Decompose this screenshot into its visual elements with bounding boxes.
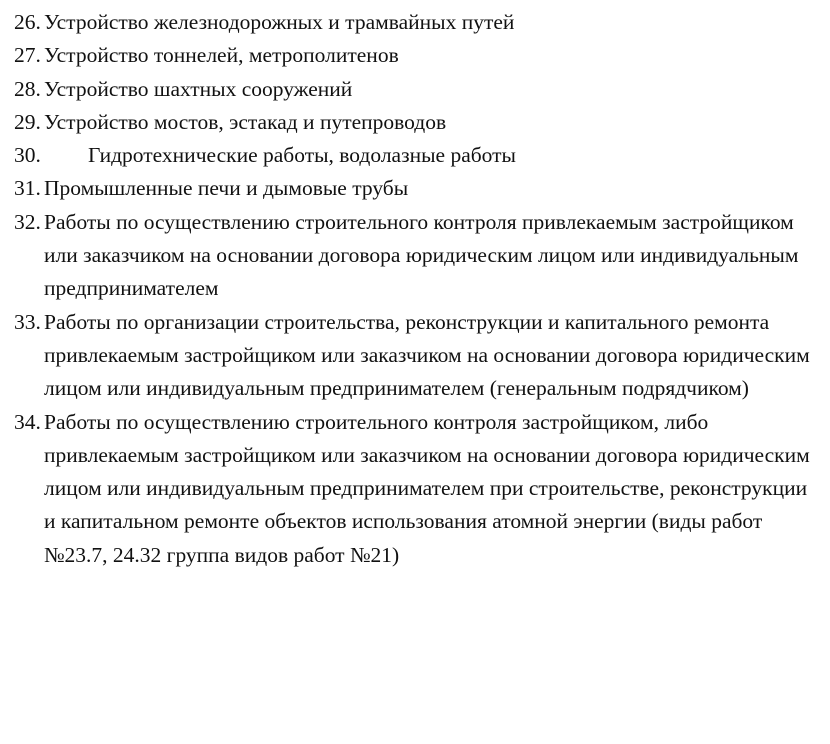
item-number: 33. <box>14 309 41 334</box>
document-list <box>14 6 819 572</box>
item-text: Работы по организации строительства, реконструкции и капитального ремонта привлекаемым застройщиком или заказчиком на основании договора юридическим лицом или индивидуальным предпринимателем (генеральным подрядчиком) <box>44 309 810 401</box>
item-number: 32. <box>14 209 41 234</box>
list-item-27 <box>14 39 819 72</box>
item-text: Устройство железнодорожных и трамвайных путей <box>44 10 515 34</box>
item-number: 29. <box>14 109 41 134</box>
item-text: Работы по осуществлению строительного контроля застройщиком, либо привлекаемым застройщиком или заказчиком на основании договора юридическим лицом или индивидуальным предпринимателем при строительстве, реконструкции и капитальном ремонте объектов использования атомной энергии (виды работ №23.7, 24.32 группа видов работ №21) <box>44 409 810 567</box>
item-number: 34. <box>14 409 41 434</box>
list-item-33 <box>14 306 819 406</box>
list-item-29 <box>14 106 819 139</box>
item-text: Работы по осуществлению строительного контроля привлекаемым застройщиком или заказчиком на основании договора юридическим лицом или индивидуальным предпринимателем <box>44 209 799 301</box>
item-number: 31. <box>14 176 41 201</box>
list-item-32 <box>14 206 819 306</box>
item-number: 26. <box>14 10 41 34</box>
item-text: Устройство тоннелей, метрополитенов <box>44 43 399 68</box>
list-item-34 <box>14 406 819 572</box>
list-item-28 <box>14 73 819 106</box>
item-text: Гидротехнические работы, водолазные работы <box>88 143 516 168</box>
item-text: Устройство шахтных сооружений <box>44 76 353 101</box>
item-text: Промышленные печи и дымовые трубы <box>44 176 409 201</box>
item-number: 30. <box>14 143 41 168</box>
list-item-26 <box>14 6 819 39</box>
item-text: Устройство мостов, эстакад и путепроводов <box>44 109 447 134</box>
list-item-31 <box>14 172 819 205</box>
item-number: 27. <box>14 43 41 68</box>
item-number: 28. <box>14 76 41 101</box>
list-item-30 <box>14 139 819 172</box>
